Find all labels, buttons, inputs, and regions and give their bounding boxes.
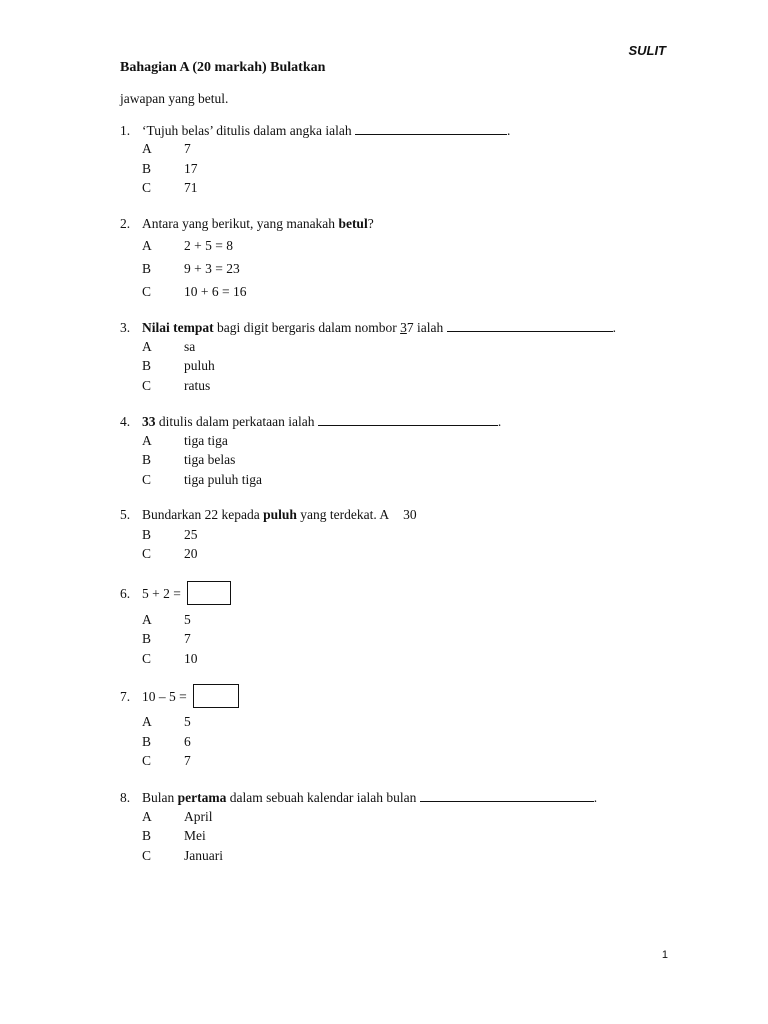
option-text: ratus: [184, 378, 211, 393]
question-text: Antara yang berikut, yang manakah: [142, 216, 339, 231]
question-text: ialah: [413, 320, 447, 335]
option-letter: C: [142, 753, 152, 768]
option-letter: B: [142, 527, 152, 542]
question-6: [120, 583, 231, 607]
option-text: tiga puluh tiga: [184, 472, 262, 487]
question-text: yang terdekat. A: [296, 507, 390, 522]
option-letter: B: [142, 161, 152, 176]
option-letter: C: [142, 180, 152, 195]
question-number: 4.: [120, 414, 131, 429]
page-number: 1: [661, 949, 668, 961]
option-text: April: [184, 809, 213, 824]
option-letter: B: [142, 358, 152, 373]
question-text: Bundarkan 22 kepada: [142, 507, 264, 522]
option-letter: A: [142, 714, 152, 729]
option-text: 6: [184, 734, 191, 749]
question-text: dalam sebuah kalendar ialah bulan: [226, 790, 420, 805]
option-text: tiga belas: [184, 452, 236, 467]
question-end: .: [593, 790, 598, 805]
question-text: ditulis dalam perkataan ialah: [155, 414, 318, 429]
option-text: 9 + 3 = 23: [184, 261, 240, 276]
question-number: 6.: [120, 586, 131, 602]
question-emphasis: puluh: [263, 507, 297, 522]
option-letter: C: [142, 546, 152, 561]
option-letter: A: [142, 339, 152, 354]
question-emphasis: betul: [338, 216, 368, 231]
option-text: 7: [184, 753, 191, 768]
question-text: 10 – 5 =: [142, 689, 187, 705]
option-letter: B: [142, 261, 152, 276]
question-number: 8.: [120, 790, 131, 805]
question-text: 5 + 2 =: [142, 586, 181, 602]
option-text: 25: [184, 527, 198, 542]
underlined-digit: 3: [400, 320, 407, 335]
question-8: [120, 789, 597, 806]
answer-box[interactable]: [187, 581, 231, 605]
option-letter: B: [142, 631, 152, 646]
option-text: 10 + 6 = 16: [184, 284, 247, 299]
question-text: Bulan: [142, 790, 178, 805]
option-letter: B: [142, 828, 152, 843]
option-letter: A: [142, 809, 152, 824]
question-5: [120, 507, 417, 523]
option-letter: B: [142, 452, 152, 467]
option-letter: A: [142, 612, 152, 627]
option-letter: A: [142, 238, 152, 253]
section-instruction: jawapan yang betul.: [120, 91, 229, 106]
question-emphasis: Nilai tempat: [142, 320, 214, 335]
answer-blank: [355, 122, 507, 135]
option-letter: C: [142, 651, 152, 666]
question-1: [120, 122, 510, 139]
option-text: 5: [184, 612, 191, 627]
question-end: .: [612, 320, 616, 335]
question-number: 3.: [120, 320, 131, 335]
option-text: Januari: [184, 848, 223, 863]
option-letter: C: [142, 472, 152, 487]
question-number: 5.: [120, 507, 131, 522]
question-end: .: [506, 123, 511, 138]
question-emphasis: 33: [142, 414, 156, 429]
option-text: 30: [403, 507, 417, 522]
digit: 7: [406, 320, 414, 335]
answer-blank: [420, 789, 594, 802]
option-text: 2 + 5 = 8: [184, 238, 233, 253]
option-text: sa: [184, 339, 196, 354]
question-3: [120, 319, 616, 336]
question-2: [120, 216, 374, 232]
question-4: [120, 413, 501, 430]
question-number: 7.: [120, 689, 131, 705]
option-text: Mei: [184, 828, 206, 843]
answer-box[interactable]: [193, 684, 239, 708]
question-text: ‘Tujuh belas’ ditulis dalam angka ialah: [142, 123, 355, 138]
classification-label: SULIT: [628, 43, 666, 58]
option-text: tiga tiga: [184, 433, 228, 448]
answer-blank: [318, 413, 498, 426]
option-text: puluh: [184, 358, 215, 373]
option-text: 10: [184, 651, 198, 666]
question-end: .: [497, 414, 502, 429]
option-letter: A: [142, 141, 152, 156]
answer-blank: [447, 319, 613, 332]
question-text: bagi digit bergaris dalam nombor: [213, 320, 401, 335]
question-text: ?: [367, 216, 374, 231]
question-number: 2.: [120, 216, 131, 231]
section-title: Bahagian A (20 markah) Bulatkan: [120, 60, 326, 75]
question-emphasis: pertama: [177, 790, 227, 805]
option-text: 20: [184, 546, 198, 561]
option-letter: C: [142, 378, 152, 393]
option-text: 7: [184, 631, 191, 646]
option-text: 7: [184, 141, 191, 156]
option-text: 17: [184, 161, 198, 176]
option-text: 5: [184, 714, 191, 729]
option-letter: C: [142, 848, 152, 863]
option-letter: B: [142, 734, 152, 749]
option-letter: A: [142, 433, 152, 448]
option-letter: C: [142, 284, 152, 299]
question-number: 1.: [120, 123, 131, 138]
option-text: 71: [184, 180, 198, 195]
question-7: [120, 686, 239, 710]
